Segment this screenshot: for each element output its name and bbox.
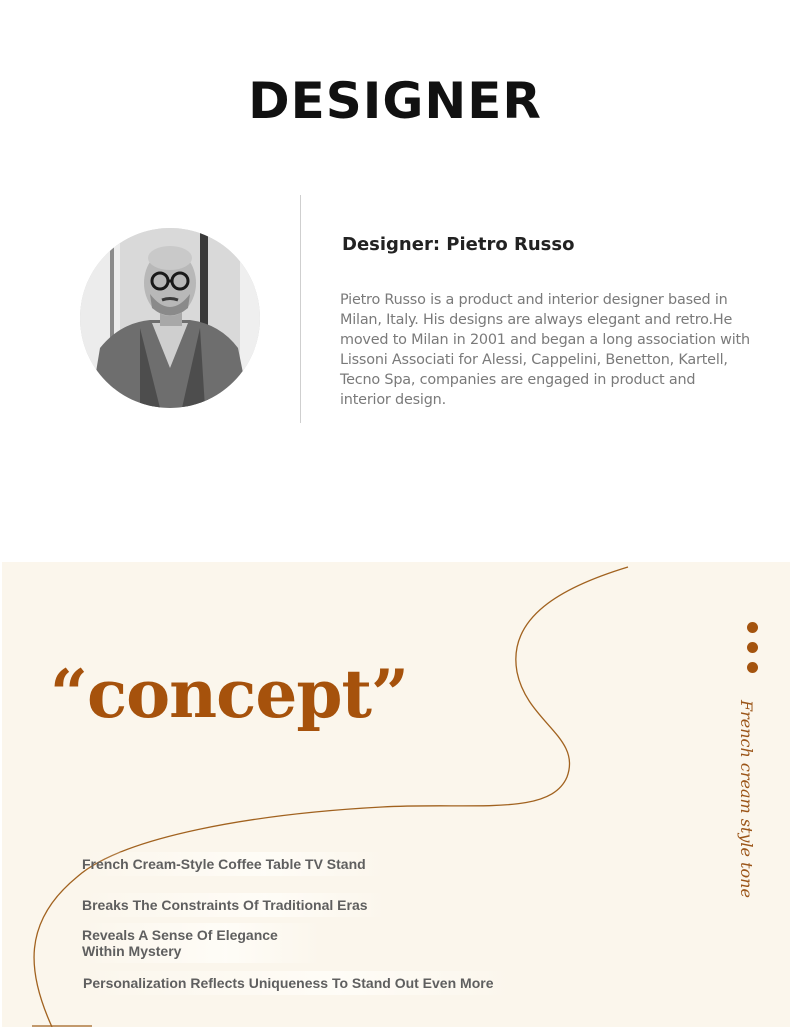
portrait-image [80, 228, 260, 408]
section-title: DESIGNER [248, 72, 542, 130]
dot [747, 642, 758, 653]
designer-name: Designer: Pietro Russo [342, 234, 575, 255]
dots-decoration [747, 622, 758, 682]
feature-item: Breaks The Constraints Of Traditional Eras [82, 893, 388, 917]
feature-item: Reveals A Sense Of Elegance Within Mystery [82, 923, 322, 963]
vertical-divider [300, 195, 301, 423]
concept-heading: “concept” [50, 655, 408, 733]
feature-item: French Cream-Style Coffee Table TV Stand [82, 852, 386, 876]
vertical-tagline: French cream style tone [737, 700, 756, 898]
dot [747, 662, 758, 673]
dot [747, 622, 758, 633]
feature-item: Personalization Reflects Uniqueness To Stand Out Even More [83, 971, 513, 995]
designer-photo [80, 228, 260, 408]
designer-bio: Pietro Russo is a product and interior designer based in Milan, Italy. His designs are always elegant and retro.He moved to Milan in 2001 and began a long association with Lissoni Associati for Alessi, Cappelini, Benetton, Kartell, Tecno Spa, companies are engaged in product and interior design. [340, 292, 750, 408]
